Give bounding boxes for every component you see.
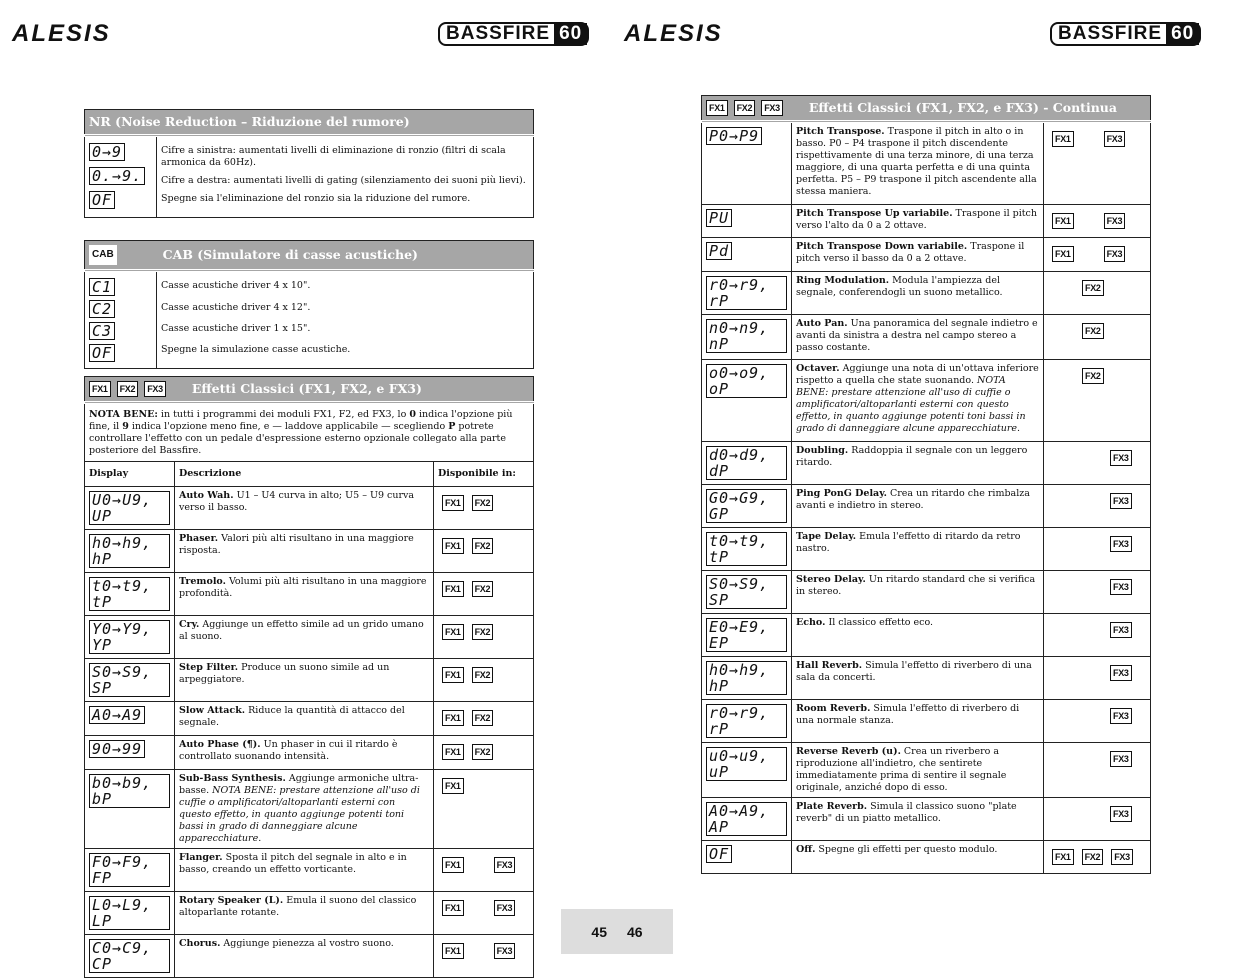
- fx2-badge: FX2: [472, 538, 494, 554]
- fx1-badge: FX1: [442, 778, 464, 794]
- effect-display: d0→d9, dP: [702, 442, 792, 485]
- fx3-badge: FX3: [1110, 806, 1132, 822]
- effect-description: [792, 272, 1044, 315]
- fx1-badge: FX1: [1052, 849, 1074, 865]
- fx-left-note: NOTA BENE: in tutti i programmi dei moduli FX1, F2, ed FX3, lo 0 indica l'opzione più fine, il 9 indica l'opzione meno fine, e — laddove applicabile — scegliendo P potrete controllare l'effetto con un pedale d'espressione esterno opzionale collegato alla parte posteriore del Bassfire.: [85, 403, 534, 462]
- effect-text: Traspone il pitch in alto o in basso. P0 – P4 traspone il pitch discendente rispettivamente di una terza minore, di una terza maggiore, di una quarta perfetta e di una quinta perfetta. P5 – P9 traspone il pitch ascendente alla stessa maniera.: [796, 126, 1037, 197]
- effect-row: [702, 238, 1151, 272]
- fx3-badge: FX3: [761, 100, 783, 116]
- effect-description: [792, 657, 1044, 700]
- effect-text: Simula l'effetto di riverbero di una normale stanza.: [796, 703, 1020, 726]
- effect-description: [792, 238, 1044, 272]
- effect-name: Phaser.: [179, 533, 219, 544]
- fx3-badge: FX3: [494, 857, 516, 873]
- effect-name: Hall Reverb.: [796, 660, 863, 671]
- cab-icon: CAB: [89, 245, 117, 265]
- effect-name: Pitch Transpose Up variabile.: [796, 208, 953, 219]
- page-number-left: 45: [591, 923, 607, 940]
- effect-text: Produce un suono simile ad un arpeggiatore.: [179, 662, 390, 685]
- effect-display: F0→F9, FP: [85, 849, 175, 892]
- effect-row: [85, 892, 534, 935]
- cab-header: [85, 241, 534, 271]
- effect-description: [175, 659, 434, 702]
- effect-availability: [1044, 841, 1151, 874]
- fx2-badge: FX2: [472, 710, 494, 726]
- effect-row: [85, 702, 534, 736]
- alesis-logo-right: ALESIS: [624, 20, 723, 47]
- effect-text: Un ritardo standard che si verifica in stereo.: [796, 574, 1036, 597]
- effect-text: U1 – U4 curva in alto; U5 – U9 curva verso il basso.: [179, 490, 415, 513]
- fx-right-header: [702, 96, 1151, 122]
- effect-availability: [434, 702, 534, 736]
- effect-availability: [1044, 798, 1151, 841]
- cab-display-0: C1: [89, 278, 115, 296]
- fx2-badge: FX2: [1082, 280, 1104, 296]
- fx3-badge: FX3: [1110, 493, 1132, 509]
- effect-description: [175, 573, 434, 616]
- cab-display-3: OF: [89, 344, 115, 362]
- cab-display-cells: [85, 271, 157, 369]
- effect-row: [85, 530, 534, 573]
- fx1-badge: FX1: [89, 381, 111, 397]
- effect-display: h0→h9, hP: [85, 530, 175, 573]
- page-numbers: [561, 909, 673, 954]
- effect-display: t0→t9, tP: [702, 528, 792, 571]
- effect-display: E0→E9, EP: [702, 614, 792, 657]
- effect-availability: [434, 573, 534, 616]
- effect-description: [175, 616, 434, 659]
- effect-text: Il classico effetto eco.: [828, 617, 934, 628]
- effect-text: Aggiunge un effetto simile ad un grido umano al suono.: [179, 619, 424, 642]
- effect-row: [702, 442, 1151, 485]
- effect-text: Valori più alti risultano in una maggiore risposta.: [179, 533, 414, 556]
- effect-description: [792, 442, 1044, 485]
- effect-row: [702, 700, 1151, 743]
- fx2-badge: FX2: [472, 744, 494, 760]
- effect-description: [792, 528, 1044, 571]
- effect-display: C0→C9, CP: [85, 935, 175, 978]
- effect-description: [792, 122, 1044, 205]
- effect-description: [175, 702, 434, 736]
- effect-text: Simula il classico suono "plate reverb" di un piatto metallico.: [796, 801, 1017, 824]
- cab-text-0: Casse acustiche driver 4 x 10".: [157, 271, 534, 297]
- effect-name: Plate Reverb.: [796, 801, 868, 812]
- effect-text: Raddoppia il segnale con un leggero ritardo.: [796, 445, 1028, 468]
- effect-row: [85, 659, 534, 702]
- effect-text: Crea un riverbero a riproduzione all'indietro, che sentirete immediatamente prima di sentire il segnale originale, anziché dopo di esso.: [796, 746, 1007, 793]
- effect-display: o0→o9, oP: [702, 360, 792, 442]
- effect-text: Una panoramica del segnale indietro e avanti da sinistra a destra nel campo stereo a passo costante.: [796, 318, 1038, 353]
- effect-text: Volumi più alti risultano in una maggiore profondità.: [179, 576, 427, 599]
- effect-row: [702, 657, 1151, 700]
- effect-display: L0→L9, LP: [85, 892, 175, 935]
- effect-row: [85, 935, 534, 978]
- fx3-badge: FX3: [1104, 246, 1126, 262]
- effect-row: [702, 614, 1151, 657]
- effect-display: OF: [702, 841, 792, 874]
- effect-availability: [1044, 614, 1151, 657]
- effect-display: t0→t9, tP: [85, 573, 175, 616]
- fx-left-title: Effetti Classici (FX1, FX2, e FX3): [191, 381, 422, 396]
- effect-display: n0→n9, nP: [702, 315, 792, 360]
- effect-name: Step Filter.: [179, 662, 239, 673]
- effect-text: Emula l'effetto di ritardo da retro nastro.: [796, 531, 1021, 554]
- nr-table: [84, 109, 534, 218]
- fx3-badge: FX3: [494, 943, 516, 959]
- fx1-badge: FX1: [442, 710, 464, 726]
- fx3-badge: FX3: [1104, 213, 1126, 229]
- fx-left-table: [84, 376, 534, 978]
- effect-availability: [434, 659, 534, 702]
- effect-availability: [1044, 272, 1151, 315]
- effect-row: [702, 272, 1151, 315]
- fx2-badge: FX2: [472, 624, 494, 640]
- effect-name: Reverse Reverb (u).: [796, 746, 901, 757]
- effect-name: Pitch Transpose Down variabile.: [796, 241, 968, 252]
- effect-availability: [434, 849, 534, 892]
- effect-row: [702, 205, 1151, 238]
- effect-name: Stereo Delay.: [796, 574, 866, 585]
- effect-text: Modula l'ampiezza del segnale, conferendogli un suono metallico.: [796, 275, 1003, 298]
- effect-note: NOTA BENE: prestare attenzione all'uso di cuffie o amplificatori/altoparlanti esterni con questo effetto, in quanto aggiunge potenti toni bassi in grado di danneggiare alcune apparecchiature.: [796, 375, 1026, 434]
- brand-name: BASSFIRE: [446, 23, 551, 44]
- effect-display: A0→A9, AP: [702, 798, 792, 841]
- effect-description: [175, 487, 434, 530]
- effect-name: Ping PonG Delay.: [796, 488, 887, 499]
- effect-display: b0→b9, bP: [85, 770, 175, 849]
- effect-name: Tremolo.: [179, 576, 226, 587]
- fx3-badge: FX3: [1110, 708, 1132, 724]
- effect-display: P0→P9: [702, 122, 792, 205]
- effect-availability: [1044, 485, 1151, 528]
- effect-name: Cry.: [179, 619, 200, 630]
- fx-right-title: Effetti Classici (FX1, FX2, e FX3) - Continua: [808, 100, 1117, 115]
- effect-row: [702, 571, 1151, 614]
- effect-description: [175, 935, 434, 978]
- effect-name: Flanger.: [179, 852, 223, 863]
- effect-name: Rotary Speaker (L).: [179, 895, 284, 906]
- effect-name: Doubling.: [796, 445, 849, 456]
- effect-availability: [1044, 122, 1151, 205]
- effect-availability: [434, 616, 534, 659]
- nr-display-0: 0→9: [89, 143, 125, 161]
- effect-availability: [434, 487, 534, 530]
- effect-name: Auto Wah.: [179, 490, 234, 501]
- effect-row: [85, 849, 534, 892]
- effect-row: [85, 487, 534, 530]
- effect-availability: [1044, 528, 1151, 571]
- alesis-logo-left: ALESIS: [12, 20, 111, 47]
- effect-text: Sposta il pitch del segnale in alto e in basso, creando un effetto vorticante.: [179, 852, 407, 875]
- effect-description: [175, 530, 434, 573]
- fx1-badge: FX1: [1052, 213, 1074, 229]
- page-number-right: 46: [627, 923, 643, 940]
- fx2-badge: FX2: [472, 667, 494, 683]
- cab-text-2: Casse acustiche driver 1 x 15".: [157, 318, 534, 339]
- effect-description: [792, 841, 1044, 874]
- effect-availability: [1044, 657, 1151, 700]
- effect-display: r0→r9, rP: [702, 272, 792, 315]
- effect-text: Traspone il pitch verso il basso da 0 a 2 ottave.: [796, 241, 1025, 264]
- nr-display-1: 0.→9.: [89, 167, 145, 185]
- effect-row: [702, 798, 1151, 841]
- fx3-badge: FX3: [1110, 622, 1132, 638]
- effect-name: Auto Phase (¶).: [179, 739, 261, 750]
- effect-availability: [1044, 743, 1151, 798]
- fx3-badge: FX3: [494, 900, 516, 916]
- effect-row: [702, 743, 1151, 798]
- effect-text: Spegne gli effetti per questo modulo.: [818, 844, 998, 855]
- fx-left-header: [85, 377, 534, 403]
- effect-availability: [434, 736, 534, 770]
- effect-description: [792, 205, 1044, 238]
- effect-availability: [434, 892, 534, 935]
- col-display-header: Display: [85, 462, 175, 487]
- effect-display: h0→h9, hP: [702, 657, 792, 700]
- fx1-badge: FX1: [442, 744, 464, 760]
- effect-name: Off.: [796, 844, 816, 855]
- effect-row: [702, 360, 1151, 442]
- effect-availability: [1044, 205, 1151, 238]
- effect-description: [175, 849, 434, 892]
- fx3-badge: FX3: [1110, 450, 1132, 466]
- cab-table: [84, 240, 534, 369]
- effect-name: Pitch Transpose.: [796, 126, 885, 137]
- effect-name: Room Reverb.: [796, 703, 871, 714]
- fx1-badge: FX1: [1052, 246, 1074, 262]
- fx3-badge: FX3: [1111, 849, 1133, 865]
- effect-description: [175, 892, 434, 935]
- effect-text: Aggiunge pienezza al vostro suono.: [223, 938, 394, 949]
- effect-name: Sub-Bass Synthesis.: [179, 773, 286, 784]
- effect-description: [792, 614, 1044, 657]
- fx1-badge: FX1: [442, 900, 464, 916]
- effect-availability: [1044, 238, 1151, 272]
- fx3-badge: FX3: [1110, 579, 1132, 595]
- nr-text-0: Cifre a sinistra: aumentati livelli di eliminazione di ronzio (filtri di scala armonica da 60Hz).: [157, 136, 534, 173]
- effect-row: [702, 841, 1151, 874]
- brand-name: BASSFIRE: [1058, 23, 1163, 44]
- effect-description: [792, 798, 1044, 841]
- effect-description: [792, 700, 1044, 743]
- nr-title: NR (Noise Reduction – Riduzione del rumore): [85, 110, 534, 136]
- fx2-badge: FX2: [1082, 849, 1104, 865]
- effect-display: 90→99: [85, 736, 175, 770]
- effect-availability: [1044, 442, 1151, 485]
- effect-row: [85, 616, 534, 659]
- effect-description: [792, 571, 1044, 614]
- effect-description: [792, 315, 1044, 360]
- effect-text: Traspone il pitch verso l'alto da 0 a 2 ottave.: [796, 208, 1037, 231]
- fx2-badge: FX2: [734, 100, 756, 116]
- effect-row: [702, 485, 1151, 528]
- nr-text-2: Spegne sia l'eliminazione del ronzio sia la riduzione del rumore.: [157, 190, 534, 218]
- col-available-header: Disponibile in:: [434, 462, 534, 487]
- cab-text-3: Spegne la simulazione casse acustiche.: [157, 339, 534, 368]
- effect-display: PU: [702, 205, 792, 238]
- effect-display: U0→U9, UP: [85, 487, 175, 530]
- col-description-header: Descrizione: [175, 462, 434, 487]
- fx1-badge: FX1: [442, 495, 464, 511]
- cab-display-2: C3: [89, 322, 115, 340]
- effect-display: Pd: [702, 238, 792, 272]
- effect-display: S0→S9, SP: [85, 659, 175, 702]
- effect-name: Tape Delay.: [796, 531, 857, 542]
- nr-display-cells: [85, 136, 157, 218]
- effect-availability: [1044, 700, 1151, 743]
- fx1-badge: FX1: [442, 624, 464, 640]
- nr-text-1: Cifre a destra: aumentati livelli di gating (silenziamento dei suoni più lievi).: [157, 172, 534, 190]
- fx-left-rows: [85, 487, 534, 978]
- effect-availability: [434, 530, 534, 573]
- effect-name: Ring Modulation.: [796, 275, 890, 286]
- effect-row: [85, 736, 534, 770]
- effect-name: Auto Pan.: [796, 318, 848, 329]
- bassfire-logo-left: [438, 22, 589, 46]
- effect-text: Simula l'effetto di riverbero di una sala da concerti.: [796, 660, 1032, 683]
- fx1-badge: FX1: [706, 100, 728, 116]
- effect-availability: [1044, 571, 1151, 614]
- cab-text-1: Casse acustiche driver 4 x 12".: [157, 297, 534, 318]
- effect-availability: [1044, 315, 1151, 360]
- effect-description: [175, 736, 434, 770]
- effect-text: Aggiunge una nota di un'ottava inferiore rispetto a quella che state suonando.: [796, 363, 1039, 386]
- fx2-badge: FX2: [472, 581, 494, 597]
- effect-name: Chorus.: [179, 938, 221, 949]
- fx1-badge: FX1: [442, 538, 464, 554]
- fx-right-table: [701, 95, 1151, 874]
- effect-name: Octaver.: [796, 363, 840, 374]
- effect-row: [702, 315, 1151, 360]
- fx3-badge: FX3: [1110, 536, 1132, 552]
- effect-display: A0→A9: [85, 702, 175, 736]
- effect-row: [702, 122, 1151, 205]
- effect-row: [85, 770, 534, 849]
- fx1-badge: FX1: [442, 667, 464, 683]
- nr-display-2: OF: [89, 191, 115, 209]
- brand-number: 60: [554, 23, 587, 45]
- brand-number: 60: [1166, 23, 1199, 45]
- effect-display: u0→u9, uP: [702, 743, 792, 798]
- fx1-badge: FX1: [442, 581, 464, 597]
- cab-display-1: C2: [89, 300, 115, 318]
- fx3-badge: FX3: [144, 381, 166, 397]
- fx3-badge: FX3: [1110, 751, 1132, 767]
- effect-name: Echo.: [796, 617, 826, 628]
- effect-text: Emula il suono del classico altoparlante rotante.: [179, 895, 417, 918]
- fx1-badge: FX1: [1052, 131, 1074, 147]
- cab-title: CAB (Simulatore di casse acustiche): [162, 247, 418, 262]
- effect-availability: [434, 935, 534, 978]
- effect-text: Crea un ritardo che rimbalza avanti e indietro in stereo.: [796, 488, 1030, 511]
- effect-text: Riduce la quantità di attacco del segnale.: [179, 705, 405, 728]
- effect-description: [175, 770, 434, 849]
- effect-text: Un phaser in cui il ritardo è controllato suonando intensità.: [179, 739, 398, 762]
- effect-display: S0→S9, SP: [702, 571, 792, 614]
- effect-text: Aggiunge armoniche ultra-basse.: [179, 773, 419, 796]
- effect-description: [792, 743, 1044, 798]
- effect-note: NOTA BENE: prestare attenzione all'uso di cuffie o amplificatori/altoparlanti esterni con questo effetto, in quanto aggiunge potenti toni bassi in grado di danneggiare alcune apparecchiature.: [179, 785, 420, 844]
- effect-availability: [1044, 360, 1151, 442]
- fx-right-rows: [702, 122, 1151, 874]
- fx2-badge: FX2: [1082, 323, 1104, 339]
- effect-description: [792, 485, 1044, 528]
- fx1-badge: FX1: [442, 857, 464, 873]
- fx2-badge: FX2: [472, 495, 494, 511]
- fx2-badge: FX2: [1082, 368, 1104, 384]
- fx2-badge: FX2: [117, 381, 139, 397]
- effect-display: Y0→Y9, YP: [85, 616, 175, 659]
- effect-display: r0→r9, rP: [702, 700, 792, 743]
- effect-description: [792, 360, 1044, 442]
- effect-availability: [434, 770, 534, 849]
- fx3-badge: FX3: [1104, 131, 1126, 147]
- bassfire-logo-right: [1050, 22, 1201, 46]
- fx3-badge: FX3: [1110, 665, 1132, 681]
- effect-row: [85, 573, 534, 616]
- effect-row: [702, 528, 1151, 571]
- effect-name: Slow Attack.: [179, 705, 246, 716]
- effect-display: G0→G9, GP: [702, 485, 792, 528]
- fx1-badge: FX1: [442, 943, 464, 959]
